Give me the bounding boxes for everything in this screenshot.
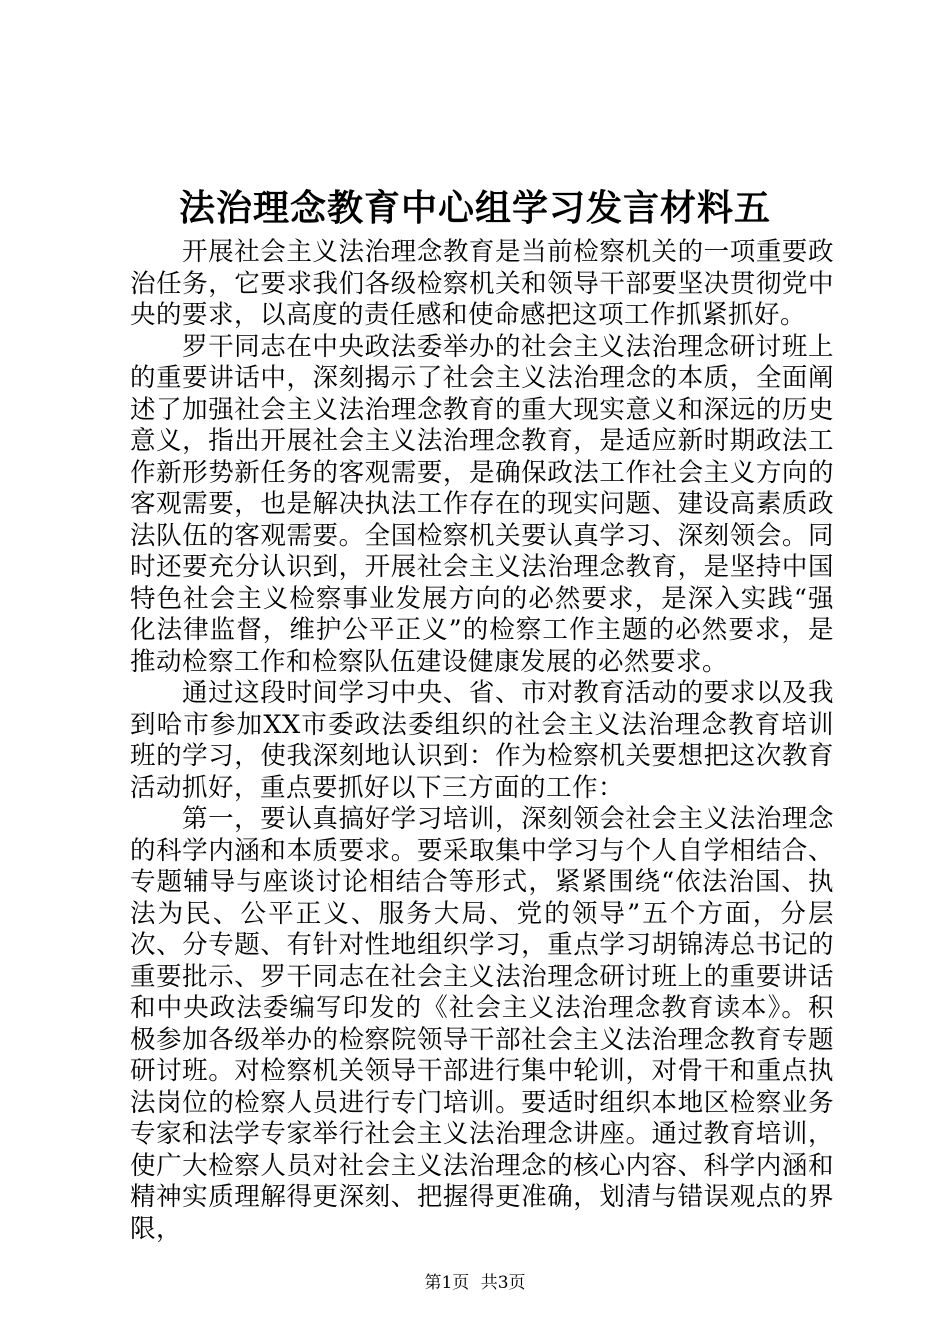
page-number: 第1页	[424, 1273, 470, 1293]
page-total: 共3页	[480, 1273, 526, 1293]
paragraph-study-summary: 通过这段时间学习中央、省、市对教育活动的要求以及我到哈市参加XX市委政法委组织的社会主义法治理念教育培训班的学习，使我深刻地认识到：作为检察机关要想把这次教育活动抓好，重点要抓好以下三方面的工作：	[130, 678, 834, 803]
paragraph-luogan-speech: 罗干同志在中央政法委举办的社会主义法治理念研讨班上的重要讲话中，深刻揭示了社会主义法治理念的本质，全面阐述了加强社会主义法治理念教育的重大现实意义和深远的历史意义，指出开展社会主义法治理念教育，是适应新时期政法工作新形势新任务的客观需要，是确保政法工作社会主义方向的客观需要，也是解决执法工作存在的现实问题、建设高素质政法队伍的客观需要。全国检察机关要认真学习、深刻领会。同时还要充分认识到，开展社会主义法治理念教育，是坚持中国特色社会主义检察事业发展方向的必然要求，是深入实践“强化法律监督，维护公平正义”的检察工作主题的必然要求，是推动检察工作和检察队伍建设健康发展的必然要求。	[130, 331, 834, 677]
document-body	[130, 237, 834, 1245]
document-title: 法治理念教育中心组学习发言材料五	[178, 187, 771, 229]
paragraph-intro: 开展社会主义法治理念教育是当前检察机关的一项重要政治任务，它要求我们各级检察机关和领导干部要坚决贯彻党中央的要求，以高度的责任感和使命感把这项工作抓紧抓好。	[130, 237, 834, 330]
page-footer	[0, 1272, 950, 1294]
paragraph-first-point: 第一，要认真搞好学习培训，深刻领会社会主义法治理念的科学内涵和本质要求。要采取集中学习与个人自学相结合、专题辅导与座谈讨论相结合等形式，紧紧围绕“依法治国、执法为民、公平正义、服务大局、党的领导”五个方面，分层次、分专题、有针对性地组织学习，重点学习胡锦涛总书记的重要批示、罗干同志在社会主义法治理念研讨班上的重要讲话和中央政法委编写印发的《社会主义法治理念教育读本》。积极参加各级举办的检察院领导干部社会主义法治理念教育专题研讨班。对检察机关领导干部进行集中轮训，对骨干和重点执法岗位的检察人员进行专门培训。要适时组织本地区检察业务专家和法学专家举行社会主义法治理念讲座。通过教育培训，使广大检察人员对社会主义法治理念的核心内容、科学内涵和精神实质理解得更深刻、把握得更准确，划清与错误观点的界限，	[130, 804, 834, 1244]
